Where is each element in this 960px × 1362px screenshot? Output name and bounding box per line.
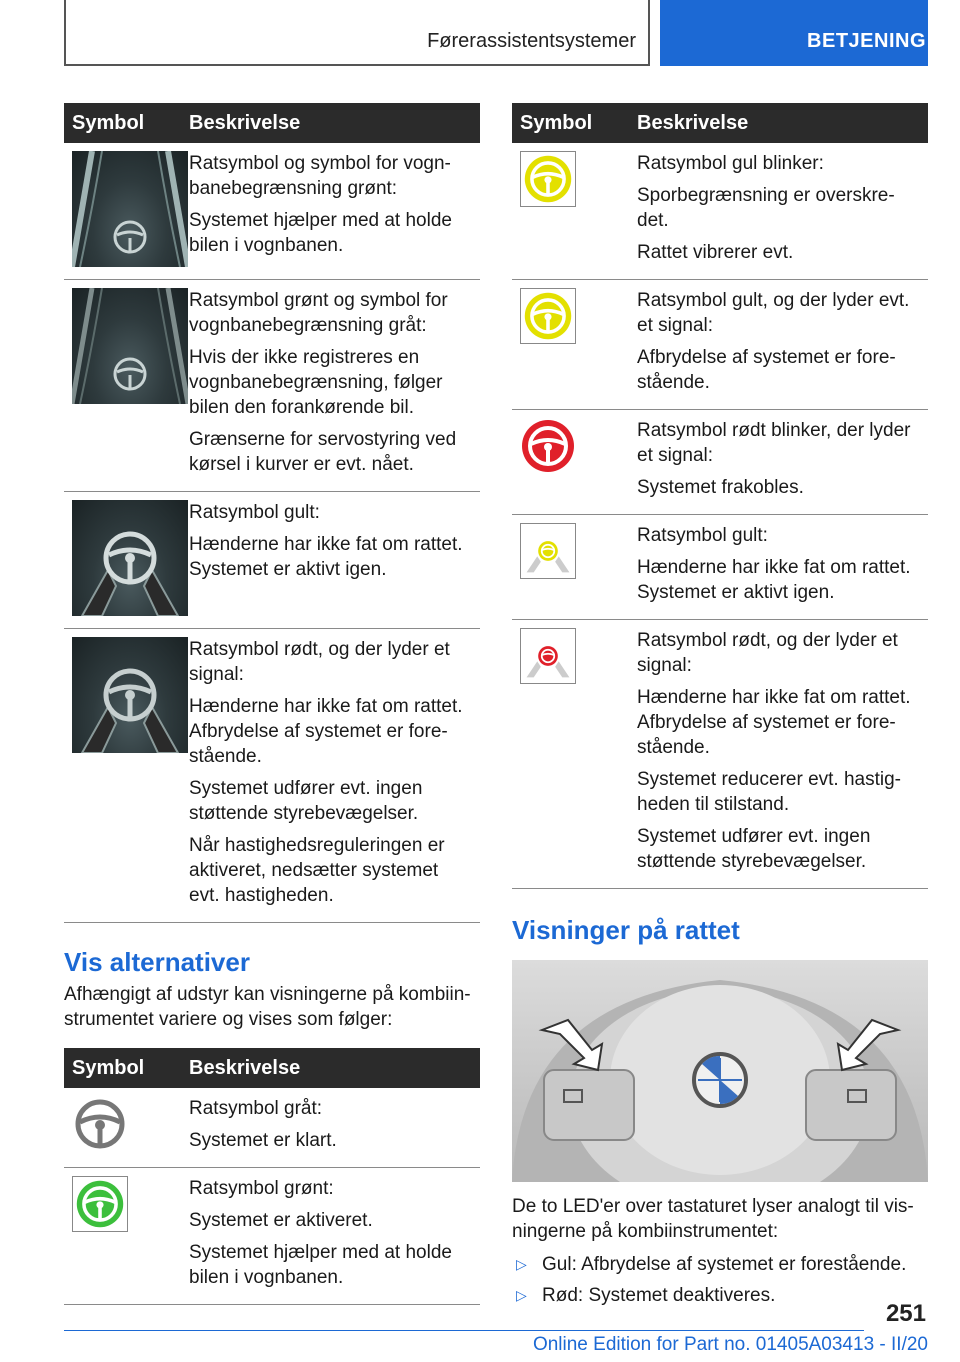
page-header <box>64 0 928 66</box>
row-text: Ratsymbol rødt, og der lyder et signal: <box>637 630 898 676</box>
symbol-table-right <box>512 103 928 889</box>
chapter-tab-label: BETJENING <box>807 30 926 52</box>
row-text: Afbrydelse af systemet er fore-stående. <box>637 347 896 393</box>
steering-wheel-green-icon <box>72 1176 128 1232</box>
steering-wheel-yellow-icon <box>520 288 576 344</box>
row-text: Systemet hjælper med at holde bilen i vognbanen. <box>189 210 452 256</box>
row-text: Hænderne har ikke fat om rattet. Systemet er aktivt igen. <box>189 534 463 580</box>
row-text: Ratsymbol rødt, og der lyder et signal: <box>189 639 450 685</box>
row-text: Ratsymbol gul blinker: <box>637 153 824 174</box>
list-item: ▷ Rød: Systemet deaktiveres. <box>516 1285 776 1306</box>
lane-assist-grey-lane-display-image <box>72 288 188 404</box>
table-row <box>64 143 480 280</box>
row-text: Sporbegrænsning er overskre-det. <box>637 185 895 231</box>
table-row <box>512 620 928 889</box>
row-text: Hænderne har ikke fat om rattet. Systemet er aktivt igen. <box>637 557 911 603</box>
col-header-description: Beskrivelse <box>637 103 928 143</box>
section-title: Førerassistentsystemer <box>427 30 636 52</box>
row-text: Systemet frakobles. <box>637 477 804 498</box>
col-header-symbol: Symbol <box>64 1048 189 1088</box>
row-text: Ratsymbol gråt: <box>189 1098 323 1119</box>
alternatives-heading: Vis alternativer <box>64 947 250 977</box>
table-row <box>64 1168 480 1305</box>
row-text: Systemet hjælper med at holde bilen i vognbanen. <box>189 1242 452 1288</box>
row-text: Ratsymbol rødt blinker, der lyder et signal: <box>637 420 911 466</box>
symbol-table-alternatives <box>64 1048 480 1305</box>
col-header-symbol: Symbol <box>512 103 637 143</box>
row-text: Systemet udfører evt. ingen støttende styrebevægelser. <box>637 826 871 872</box>
row-text: Systemet udfører evt. ingen støttende styrebevægelser. <box>189 778 423 824</box>
hands-on-wheel-red-display-image <box>72 637 188 753</box>
row-text: Rattet vibrerer evt. <box>637 242 794 263</box>
steering-wheel-yellow-blinking-icon <box>520 151 576 207</box>
table-row <box>64 492 480 629</box>
hands-on-wheel-yellow-display-image <box>72 500 188 616</box>
lane-assist-green-display-image <box>72 151 188 267</box>
row-text: Når hastighedsreguleringen er aktiveret, nedsætter systemet evt. hastigheden. <box>189 835 445 906</box>
table-row <box>64 1088 480 1168</box>
page-number: 251 <box>885 1300 926 1327</box>
footer-divider <box>64 1330 864 1331</box>
chapter-tab[interactable] <box>660 0 928 66</box>
table-row <box>512 410 928 515</box>
col-header-symbol: Symbol <box>64 103 189 143</box>
row-text: Grænserne for servostyring ved kørsel i kurver er evt. nået. <box>189 429 457 475</box>
right-column <box>512 103 928 1314</box>
table-header-row <box>512 103 928 143</box>
steering-wheel-grey-icon <box>72 1096 128 1152</box>
table-header-row <box>64 103 480 143</box>
col-header-description: Beskrivelse <box>189 1048 480 1088</box>
row-text: Systemet er klart. <box>189 1130 337 1151</box>
table-row <box>64 280 480 492</box>
row-text: Systemet er aktiveret. <box>189 1210 373 1231</box>
table-row <box>512 143 928 280</box>
steering-wheel-photo <box>512 960 928 1182</box>
row-text: Hænderne har ikke fat om rattet. Afbrydelse af systemet er fore-stående. <box>637 687 911 758</box>
table-row <box>512 515 928 620</box>
table-row <box>64 629 480 923</box>
row-text: Ratsymbol grønt og symbol for vognbanebegrænsning gråt: <box>189 290 448 336</box>
list-item: ▷ Gul: Afbrydelse af systemet er forestående. <box>516 1254 907 1275</box>
hands-off-wheel-red-icon <box>520 628 576 684</box>
row-text: Hvis der ikke registreres en vognbanebegrænsning, følger bilen den forankørende bil. <box>189 347 443 418</box>
row-text: Ratsymbol gult: <box>189 502 320 523</box>
symbol-table-main <box>64 103 480 923</box>
alternatives-intro: Afhængigt af udstyr kan visningerne på kombiin-strumentet variere og vises som følger: <box>64 984 471 1030</box>
wheel-led-list <box>512 1252 928 1308</box>
wheel-display-heading: Visninger på rattet <box>512 915 740 945</box>
row-text: Systemet reducerer evt. hastig-heden til stilstand. <box>637 769 901 815</box>
section-header <box>64 0 650 66</box>
hands-off-wheel-yellow-icon <box>520 523 576 579</box>
row-text: Ratsymbol og symbol for vogn-banebegrænsning grønt: <box>189 153 451 199</box>
steering-wheel-red-icon <box>520 418 576 474</box>
edition-footer[interactable]: Online Edition for Part no. 01405A03413 - II/20 <box>532 1334 928 1355</box>
row-text: Ratsymbol grønt: <box>189 1178 334 1199</box>
row-text: Ratsymbol gult, og der lyder evt. et signal: <box>637 290 910 336</box>
wheel-display-intro: De to LED'er over tastaturet lyser analogt til vis-ningerne på kombiinstrumentet: <box>512 1196 914 1242</box>
row-text: Ratsymbol gult: <box>637 525 768 546</box>
left-column <box>64 103 480 1305</box>
bullet-triangle-icon: ▷ <box>516 1287 527 1303</box>
col-header-description: Beskrivelse <box>189 103 480 143</box>
table-row <box>512 280 928 410</box>
table-header-row <box>64 1048 480 1088</box>
row-text: Hænderne har ikke fat om rattet. Afbrydelse af systemet er fore-stående. <box>189 696 463 767</box>
bullet-triangle-icon: ▷ <box>516 1256 527 1272</box>
